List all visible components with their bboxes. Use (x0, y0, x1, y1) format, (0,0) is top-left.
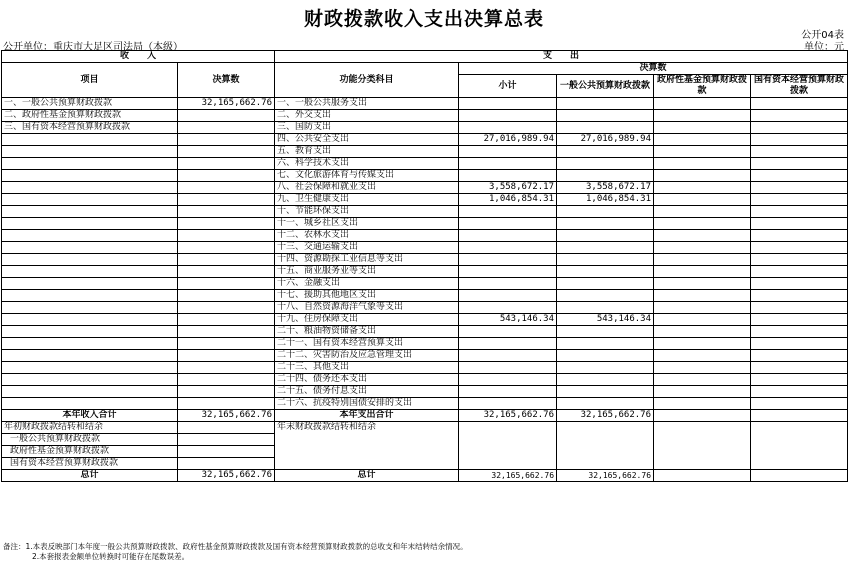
expense-total-general: 32,165,662.76 (557, 410, 654, 422)
income-item (2, 362, 178, 374)
empty-cell (557, 422, 654, 470)
expense-subtotal (459, 254, 557, 266)
expense-state-capital (751, 170, 848, 182)
income-item (2, 350, 178, 362)
empty-cell (178, 434, 275, 446)
expense-general (557, 98, 654, 110)
expense-subtotal (459, 146, 557, 158)
report-title: 财政拨款收入支出决算总表 (303, 8, 544, 30)
income-amount (178, 146, 275, 158)
table-row (2, 158, 848, 170)
income-item: 一、一般公共预算财政拨款 (2, 98, 178, 110)
col-state-capital: 国有资本经营预算财政拨款 (751, 75, 848, 98)
expense-general (557, 146, 654, 158)
expense-gov-fund (654, 326, 751, 338)
income-item (2, 266, 178, 278)
footnotes (3, 542, 468, 562)
table-totals (2, 410, 848, 482)
expense-subtotal: 3,558,672.17 (459, 182, 557, 194)
income-amount (178, 278, 275, 290)
expense-state-capital (751, 206, 848, 218)
income-item (2, 134, 178, 146)
expense-state-capital (751, 314, 848, 326)
footnote-2: 2.本套报表金额单位转换时可能存在尾数误差。 (32, 552, 190, 561)
table-row (2, 278, 848, 290)
empty-cell (751, 410, 848, 422)
empty-cell (178, 422, 275, 434)
expense-state-capital (751, 374, 848, 386)
expense-gov-fund (654, 266, 751, 278)
income-header: 收 入 (2, 51, 275, 63)
expense-gov-fund (654, 170, 751, 182)
function-item: 七、文化旅游体育与传媒支出 (275, 170, 459, 182)
expense-state-capital (751, 338, 848, 350)
carry-general-label: 一般公共预算财政拨款 (2, 434, 178, 446)
income-amount (178, 326, 275, 338)
expense-gov-fund (654, 314, 751, 326)
table-row (2, 146, 848, 158)
function-item: 十三、交通运输支出 (275, 242, 459, 254)
income-item (2, 326, 178, 338)
income-item (2, 290, 178, 302)
income-item (2, 206, 178, 218)
expense-state-capital (751, 122, 848, 134)
expense-general (557, 362, 654, 374)
budget-table (1, 50, 848, 482)
income-amount: 32,165,662.76 (178, 98, 275, 110)
expense-state-capital (751, 386, 848, 398)
function-item: 二十、粮油物资储备支出 (275, 326, 459, 338)
function-item: 九、卫生健康支出 (275, 194, 459, 206)
expense-subtotal (459, 242, 557, 254)
empty-cell (178, 446, 275, 458)
expense-gov-fund (654, 350, 751, 362)
expense-gov-fund (654, 386, 751, 398)
income-item (2, 218, 178, 230)
expense-subtotal (459, 350, 557, 362)
expense-subtotal (459, 170, 557, 182)
income-amount (178, 122, 275, 134)
expense-gov-fund (654, 158, 751, 170)
col-item: 项目 (2, 63, 178, 98)
income-item (2, 374, 178, 386)
form-code: 公开04表 (801, 30, 844, 41)
table-row (2, 218, 848, 230)
expense-subtotal (459, 266, 557, 278)
table-row (2, 338, 848, 350)
table-row (2, 182, 848, 194)
expense-state-capital (751, 134, 848, 146)
table-row (2, 206, 848, 218)
income-item (2, 158, 178, 170)
expense-gov-fund (654, 302, 751, 314)
expense-gov-fund (654, 230, 751, 242)
income-amount (178, 110, 275, 122)
expense-general (557, 326, 654, 338)
expense-subtotal: 543,146.34 (459, 314, 557, 326)
income-amount (178, 194, 275, 206)
expense-state-capital (751, 242, 848, 254)
empty-cell (459, 422, 557, 470)
reporting-unit: 公开单位：重庆市大足区司法局（本级） (3, 42, 183, 53)
function-item: 十四、资源勘探工业信息等支出 (275, 254, 459, 266)
expense-state-capital (751, 158, 848, 170)
expense-subtotal (459, 398, 557, 410)
table-row (2, 98, 848, 110)
function-item: 二、外交支出 (275, 110, 459, 122)
expense-state-capital (751, 302, 848, 314)
expense-subtotal (459, 122, 557, 134)
expense-subtotal (459, 230, 557, 242)
empty-cell (751, 470, 848, 482)
income-amount (178, 170, 275, 182)
income-amount (178, 386, 275, 398)
income-item (2, 386, 178, 398)
empty-cell (654, 470, 751, 482)
expense-general (557, 110, 654, 122)
function-item: 二十二、灾害防治及应急管理支出 (275, 350, 459, 362)
expense-gov-fund (654, 110, 751, 122)
income-amount (178, 266, 275, 278)
expense-state-capital (751, 278, 848, 290)
income-amount (178, 254, 275, 266)
function-item: 二十一、国有资本经营预算支出 (275, 338, 459, 350)
col-general-budget: 一般公共预算财政拨款 (557, 75, 654, 98)
table-row (2, 266, 848, 278)
footnote-1: 备注：1.本表反映部门本年度一般公共预算财政拨款、政府性基金预算财政拨款及国有资本经营预算财政拨款的总收支和年末结转结余情况。 (3, 542, 468, 551)
empty-cell (654, 422, 751, 470)
expense-general (557, 206, 654, 218)
empty-cell (654, 410, 751, 422)
expense-general (557, 218, 654, 230)
col-final-group: 决算数 (459, 63, 848, 75)
expense-general: 543,146.34 (557, 314, 654, 326)
income-item (2, 170, 178, 182)
function-item: 二十五、债务付息支出 (275, 386, 459, 398)
expense-state-capital (751, 182, 848, 194)
expense-subtotal (459, 326, 557, 338)
function-item: 十七、援助其他地区支出 (275, 290, 459, 302)
expense-subtotal (459, 218, 557, 230)
expense-subtotal (459, 302, 557, 314)
income-item (2, 146, 178, 158)
table-row (2, 230, 848, 242)
income-item (2, 338, 178, 350)
table-row (2, 374, 848, 386)
expense-general (557, 350, 654, 362)
income-total-value: 32,165,662.76 (178, 410, 275, 422)
table-row (2, 350, 848, 362)
income-item (2, 398, 178, 410)
expense-subtotal: 27,016,989.94 (459, 134, 557, 146)
expense-subtotal: 1,046,854.31 (459, 194, 557, 206)
table-row (2, 134, 848, 146)
expense-total-label: 本年支出合计 (275, 410, 459, 422)
income-amount (178, 398, 275, 410)
expense-gov-fund (654, 146, 751, 158)
function-item: 二十三、其他支出 (275, 362, 459, 374)
table-row (2, 386, 848, 398)
table-row (2, 362, 848, 374)
table-row (2, 254, 848, 266)
expense-subtotal (459, 158, 557, 170)
income-amount (178, 374, 275, 386)
expense-state-capital (751, 194, 848, 206)
table-row (2, 302, 848, 314)
expense-general (557, 278, 654, 290)
col-subtotal: 小计 (459, 75, 557, 98)
expense-subtotal (459, 386, 557, 398)
expense-general (557, 242, 654, 254)
carry-state-capital-label: 国有资本经营预算财政拨款 (2, 458, 178, 470)
income-amount (178, 290, 275, 302)
function-item: 十五、商业服务业等支出 (275, 266, 459, 278)
income-amount (178, 314, 275, 326)
function-item: 一、一般公共服务支出 (275, 98, 459, 110)
expense-state-capital (751, 290, 848, 302)
income-amount (178, 350, 275, 362)
expense-gov-fund (654, 398, 751, 410)
expense-gov-fund (654, 206, 751, 218)
function-item: 十八、自然资源海洋气象等支出 (275, 302, 459, 314)
function-item: 六、科学技术支出 (275, 158, 459, 170)
carry-out-label: 年末财政拨款结转和结余 (275, 422, 459, 470)
income-item (2, 242, 178, 254)
grand-total-left: 32,165,662.76 (178, 470, 275, 482)
expense-subtotal (459, 374, 557, 386)
expense-subtotal (459, 338, 557, 350)
expense-gov-fund (654, 278, 751, 290)
grand-total-label-right: 总计 (275, 470, 459, 482)
income-item (2, 278, 178, 290)
expense-general: 3,558,672.17 (557, 182, 654, 194)
income-item (2, 182, 178, 194)
income-item (2, 254, 178, 266)
expense-state-capital (751, 218, 848, 230)
expense-state-capital (751, 350, 848, 362)
expense-state-capital (751, 230, 848, 242)
expense-state-capital (751, 326, 848, 338)
expense-gov-fund (654, 134, 751, 146)
empty-cell (751, 422, 848, 470)
table-row (2, 290, 848, 302)
expense-state-capital (751, 146, 848, 158)
expense-general (557, 158, 654, 170)
income-item: 三、国有资本经营预算财政拨款 (2, 122, 178, 134)
expense-state-capital (751, 110, 848, 122)
expense-state-capital (751, 254, 848, 266)
table-row (2, 398, 848, 410)
expense-gov-fund (654, 218, 751, 230)
function-item: 八、社会保障和就业支出 (275, 182, 459, 194)
grand-total-general: 32,165,662.76 (557, 470, 654, 482)
expense-subtotal (459, 110, 557, 122)
income-amount (178, 182, 275, 194)
expense-state-capital (751, 266, 848, 278)
income-amount (178, 206, 275, 218)
income-item (2, 230, 178, 242)
income-amount (178, 242, 275, 254)
income-amount (178, 362, 275, 374)
expense-total-subtotal: 32,165,662.76 (459, 410, 557, 422)
expense-general (557, 398, 654, 410)
income-amount (178, 158, 275, 170)
expense-gov-fund (654, 182, 751, 194)
expense-state-capital (751, 398, 848, 410)
col-final-amount: 决算数 (178, 63, 275, 98)
expense-general (557, 338, 654, 350)
expense-gov-fund (654, 122, 751, 134)
expense-subtotal (459, 278, 557, 290)
function-item: 三、国防支出 (275, 122, 459, 134)
income-total-label: 本年收入合计 (2, 410, 178, 422)
expense-gov-fund (654, 242, 751, 254)
expense-state-capital (751, 98, 848, 110)
income-amount (178, 302, 275, 314)
expense-general (557, 122, 654, 134)
carry-gov-fund-label: 政府性基金预算财政拨款 (2, 446, 178, 458)
expense-gov-fund (654, 290, 751, 302)
expense-gov-fund (654, 194, 751, 206)
function-item: 四、公共安全支出 (275, 134, 459, 146)
function-item: 十、节能环保支出 (275, 206, 459, 218)
table-row (2, 194, 848, 206)
table-row (2, 170, 848, 182)
expense-subtotal (459, 362, 557, 374)
expense-general (557, 170, 654, 182)
expense-gov-fund (654, 254, 751, 266)
expense-gov-fund (654, 338, 751, 350)
table-row (2, 326, 848, 338)
income-amount (178, 134, 275, 146)
function-item: 二十四、债务还本支出 (275, 374, 459, 386)
income-item (2, 194, 178, 206)
grand-total-subtotal: 32,165,662.76 (459, 470, 557, 482)
income-item: 二、政府性基金预算财政拨款 (2, 110, 178, 122)
currency-unit: 单位：元 (804, 42, 844, 53)
expense-general (557, 386, 654, 398)
expense-general (557, 290, 654, 302)
empty-cell (178, 458, 275, 470)
table-row (2, 110, 848, 122)
expense-gov-fund (654, 362, 751, 374)
expense-header: 支 出 (275, 51, 848, 63)
grand-total-label-left: 总计 (2, 470, 178, 482)
income-amount (178, 338, 275, 350)
col-gov-fund: 政府性基金预算财政拨款 (654, 75, 751, 98)
expense-subtotal (459, 206, 557, 218)
expense-state-capital (751, 362, 848, 374)
expense-general (557, 374, 654, 386)
expense-general: 1,046,854.31 (557, 194, 654, 206)
table-body (2, 98, 848, 410)
function-item: 十一、城乡社区支出 (275, 218, 459, 230)
table-row (2, 314, 848, 326)
income-item (2, 302, 178, 314)
expense-general (557, 266, 654, 278)
function-item: 十六、金融支出 (275, 278, 459, 290)
expense-subtotal (459, 98, 557, 110)
table-row (2, 122, 848, 134)
function-item: 五、教育支出 (275, 146, 459, 158)
income-amount (178, 230, 275, 242)
expense-gov-fund (654, 98, 751, 110)
expense-general (557, 254, 654, 266)
carry-in-label: 年初财政拨款结转和结余 (2, 422, 178, 434)
expense-gov-fund (654, 374, 751, 386)
expense-general: 27,016,989.94 (557, 134, 654, 146)
income-item (2, 314, 178, 326)
expense-general (557, 230, 654, 242)
table-row (2, 242, 848, 254)
function-item: 二十六、抗疫特别国债安排的支出 (275, 398, 459, 410)
function-item: 十二、农林水支出 (275, 230, 459, 242)
col-func-item: 功能分类科目 (275, 63, 459, 98)
income-amount (178, 218, 275, 230)
function-item: 十九、住房保障支出 (275, 314, 459, 326)
expense-subtotal (459, 290, 557, 302)
expense-general (557, 302, 654, 314)
